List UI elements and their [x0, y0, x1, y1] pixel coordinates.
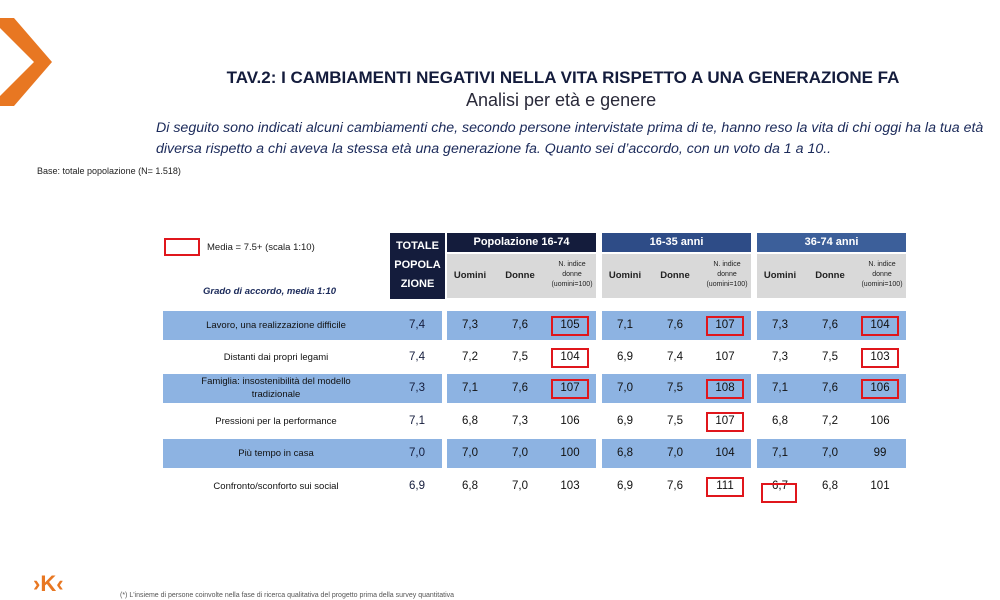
- table-cell: 6,8: [462, 480, 478, 492]
- footnote: (*) L'insieme di persone coinvolte nella fase di ricerca qualitativa del progetto prima della survey quantitativa: [120, 592, 455, 599]
- highlight-box: [861, 348, 899, 368]
- table-cell: 101: [870, 480, 890, 492]
- table-cell: 7,0: [462, 447, 478, 459]
- column-header-indice-line: (uomini=100): [551, 281, 593, 288]
- table-cell: 7,6: [667, 319, 683, 331]
- row-label-line: Pressioni per la performance: [215, 415, 337, 427]
- column-header-indice: [547, 260, 597, 290]
- table-cell: 103: [560, 480, 580, 492]
- table-cell: 7,6: [822, 382, 838, 394]
- column-header-uomini: Uomini: [763, 270, 797, 281]
- highlight-box: [551, 316, 589, 336]
- legend-text: Media = 7.5+ (scala 1:10): [207, 242, 315, 253]
- totale-value: 7,4: [409, 351, 425, 363]
- row-label-line: Distanti dai propri legami: [223, 351, 329, 363]
- totale-value: 7,1: [409, 415, 425, 427]
- table-cell: 7,0: [667, 447, 683, 459]
- table-cell: 7,5: [512, 351, 528, 363]
- table-cell: 7,3: [462, 319, 478, 331]
- column-header-indice: [857, 260, 907, 290]
- table-cell: 6,8: [772, 415, 788, 427]
- highlight-box: [551, 379, 589, 399]
- highlight-box: [861, 316, 899, 336]
- table-cell: 7,6: [822, 319, 838, 331]
- totale-header-line: POPOLA: [394, 259, 441, 271]
- table-cell: 7,5: [667, 415, 683, 427]
- highlight-box: [706, 316, 744, 336]
- highlight-box: [761, 483, 797, 503]
- column-header-donne: Donne: [505, 270, 535, 281]
- table-cell: 7,1: [772, 447, 788, 459]
- scale-caption: Grado di accordo, media 1:10: [203, 286, 337, 297]
- table-cell: 111: [716, 480, 734, 492]
- table-cell: 7,1: [772, 382, 788, 394]
- column-header-indice-line: (uomini=100): [861, 281, 903, 288]
- totale-header-line: ZIONE: [400, 278, 435, 290]
- page-title: TAV.2: I CAMBIAMENTI NEGATIVI NELLA VITA RISPETTO A UNA GENERAZIONE FA: [226, 68, 900, 87]
- table-cell: 7,3: [512, 415, 528, 427]
- row-label-line: Confronto/sconforto sui social: [213, 480, 339, 492]
- totale-header: [390, 233, 445, 299]
- table-cell: 7,6: [667, 480, 683, 492]
- group-header: Popolazione 16-74: [447, 233, 596, 252]
- table-cell: 7,4: [667, 351, 683, 363]
- table-cell: 6,8: [822, 480, 838, 492]
- row-label: [163, 447, 389, 460]
- row-label: [163, 415, 389, 428]
- column-header-indice-line: N. indice: [713, 261, 741, 268]
- table-cell: 103: [870, 351, 890, 363]
- row-label-line: tradizionale: [251, 389, 301, 400]
- table-cell: 7,6: [512, 382, 528, 394]
- table-cell: 7,0: [512, 480, 528, 492]
- table-cell: 7,5: [667, 382, 683, 394]
- column-header-donne: Donne: [815, 270, 845, 281]
- row-label: [163, 480, 389, 493]
- table-cell: 106: [870, 382, 890, 394]
- row-label-line: Più tempo in casa: [238, 447, 314, 459]
- table-cell: 104: [560, 351, 580, 363]
- column-header-uomini: Uomini: [453, 270, 487, 281]
- column-header-indice-line: donne: [562, 271, 582, 278]
- highlight-box: [706, 412, 744, 432]
- table-cell: 7,0: [617, 382, 633, 394]
- table-cell: 107: [715, 415, 735, 427]
- table-cell: 107: [715, 351, 735, 363]
- highlight-box: [551, 348, 589, 368]
- table-cell: 105: [560, 319, 580, 331]
- row-label-line: Famiglia: insostenibilità del modello: [201, 376, 351, 387]
- table-cell: 104: [870, 319, 890, 331]
- column-header-indice-line: N. indice: [868, 261, 896, 268]
- column-header-donne: Donne: [660, 270, 690, 281]
- table-cell: 7,5: [822, 351, 838, 363]
- page-subtitle: Analisi per età e genere: [466, 90, 657, 110]
- totale-value: 7,0: [409, 447, 425, 459]
- table-cell: 7,0: [822, 447, 838, 459]
- group-header: 16-35 anni: [602, 233, 751, 252]
- group-header: 36-74 anni: [757, 233, 906, 252]
- column-header-indice: [702, 260, 752, 290]
- column-header-indice-line: donne: [717, 271, 737, 278]
- table-cell: 107: [715, 319, 735, 331]
- row-label-line: Lavoro, una realizzazione difficile: [206, 319, 346, 331]
- table-cell: 7,2: [462, 351, 478, 363]
- table-cell: 6,7: [772, 480, 788, 492]
- table-cell: 7,1: [617, 319, 633, 331]
- table-cell: 6,8: [617, 447, 633, 459]
- column-header-indice-line: donne: [872, 271, 892, 278]
- intro-text: Di seguito sono indicati alcuni cambiamenti che, secondo persone intervistate prima di te, hanno reso la vita di chi oggi ha la tua età diversa rispetto a chi aveva la stessa età una generazione fa. Quanto sei d’accordo, con un voto da 1 a 10..: [156, 120, 984, 157]
- totale-header-line: TOTALE: [396, 240, 439, 252]
- table-cell: 107: [560, 382, 580, 394]
- table-cell: 7,3: [772, 351, 788, 363]
- table-cell: 104: [715, 447, 735, 459]
- table-cell: 7,1: [462, 382, 478, 394]
- highlight-box: [861, 379, 899, 399]
- table-cell: 108: [715, 382, 735, 394]
- base-note: Base: totale popolazione (N= 1.518): [37, 166, 181, 176]
- table-cell: 6,9: [617, 415, 633, 427]
- brand-logo: ›K‹: [33, 571, 64, 596]
- row-label: [163, 319, 389, 332]
- column-header-indice-line: (uomini=100): [706, 281, 748, 288]
- totale-value: 7,3: [409, 382, 425, 394]
- highlight-box: [706, 477, 744, 497]
- column-header-uomini: Uomini: [608, 270, 642, 281]
- table-cell: 6,8: [462, 415, 478, 427]
- table-cell: 100: [560, 447, 580, 459]
- table-cell: 106: [560, 415, 580, 427]
- row-label: [163, 351, 389, 364]
- table-cell: 7,3: [772, 319, 788, 331]
- highlight-box: [706, 379, 744, 399]
- table-cell: 7,6: [512, 319, 528, 331]
- table-cell: 6,9: [617, 480, 633, 492]
- table-cell: 7,0: [512, 447, 528, 459]
- totale-value: 6,9: [409, 480, 425, 492]
- totale-value: 7,4: [409, 319, 425, 331]
- legend-highlight-box: [164, 238, 200, 256]
- table-cell: 6,9: [617, 351, 633, 363]
- row-label: [163, 375, 389, 401]
- table-cell: 106: [870, 415, 890, 427]
- column-header-indice-line: N. indice: [558, 261, 586, 268]
- table-cell: 99: [873, 447, 887, 459]
- table-cell: 7,2: [822, 415, 838, 427]
